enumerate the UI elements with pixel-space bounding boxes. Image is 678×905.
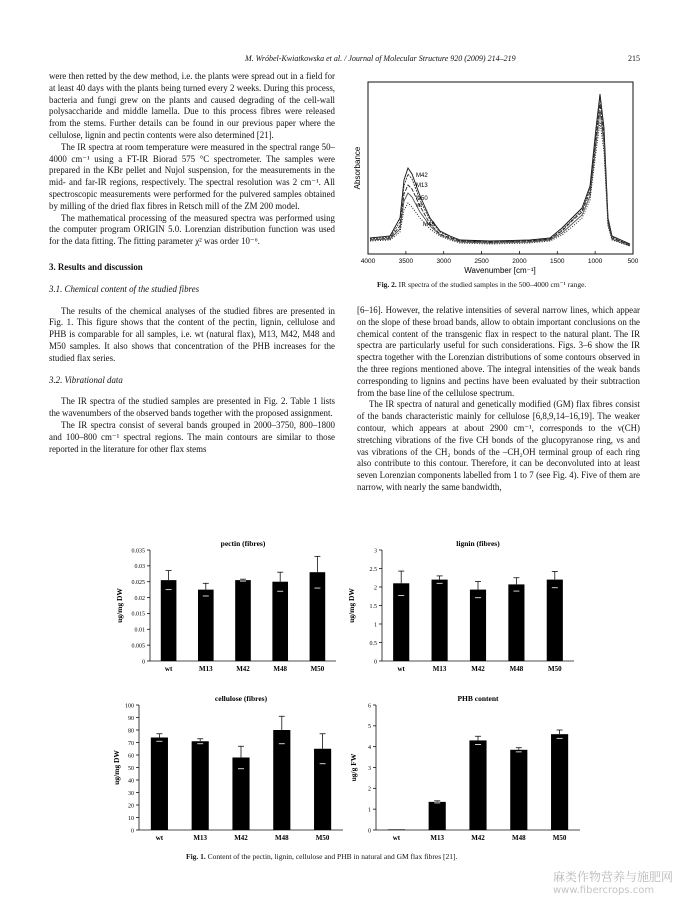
lignin-category-label: M50 bbox=[547, 665, 562, 673]
lignin-y-tick-label: 1 bbox=[374, 622, 377, 629]
phb-y-axis-label: ug/g FW bbox=[349, 753, 358, 782]
ir-legend-m42: M42 bbox=[416, 173, 428, 179]
fig2-caption-text: IR spectra of the studied samples in the 500–4000 cm⁻¹ range. bbox=[398, 280, 587, 289]
ir-x-tick-label: 500 bbox=[627, 258, 639, 265]
phb-y-tick-label: 2 bbox=[368, 786, 371, 793]
paragraph-chemical-content: The results of the chemical analyses of the studied fibres are presented in Fig. 1. This figure shows that the content of the pectin, lignin, cellulose and PHB is comparable for all samples, i.e. wt (natural flax), M13, M42, M48 and M50 samples. It also shows that concentration of the PHB increases for the studied flax series. bbox=[49, 305, 335, 363]
ir-legend-m13: M13 bbox=[416, 183, 428, 189]
cellulose-y-tick-label: 70 bbox=[128, 740, 134, 747]
ir-x-tick-label: 2000 bbox=[512, 258, 527, 265]
pectin-bar bbox=[310, 572, 326, 661]
cellulose-category-label: M50 bbox=[315, 834, 330, 842]
ir-legend-m48: M48 bbox=[423, 222, 435, 228]
running-header bbox=[0, 54, 678, 68]
phb-y-tick-label: 5 bbox=[368, 724, 371, 731]
cellulose-y-tick-label: 90 bbox=[128, 715, 134, 722]
paragraph-gm-flax: The IR spectra of natural and genetically modified (GM) flax fibres consist of the bands characteristic mainly for cellulose [6,8,9,14–16,19]. The weaker contour, which appears at about 2900 cm⁻¹, corresponds to the ν(CH) stretching vibrations of the five CH bonds of the glucopyranose ring, νs and νas vibrations of the CH₂ bonds of the –CH₂OH terminal group of each ring also contribute to this contour. Therefore, it can be deconvoluted into at least seven Lorenzian components labelled from 1 to 7 (see Fig. 4). Five of them are narrow, with nearly the same bandwidth, bbox=[357, 399, 640, 492]
cellulose-category-label: M13 bbox=[193, 834, 208, 842]
ir-y-axis-label: Absorbance bbox=[353, 146, 362, 190]
lignin-bar bbox=[393, 583, 409, 661]
pectin-bar bbox=[272, 582, 288, 661]
watermark-title: 麻类作物营养与施肥网 bbox=[553, 870, 674, 884]
ir-x-tick-label: 4000 bbox=[360, 258, 376, 265]
cellulose-category-label: M42 bbox=[234, 834, 248, 842]
lignin-y-axis-label: ug/mg DW bbox=[347, 588, 356, 623]
pectin-y-tick-label: 0.01 bbox=[134, 627, 145, 634]
lignin-y-tick-label: 1.5 bbox=[369, 603, 377, 610]
phb-category-label: M50 bbox=[552, 834, 567, 842]
phb-bar bbox=[388, 829, 405, 830]
pectin-bar-chart bbox=[112, 538, 342, 683]
paragraph-vibrational-1: The IR spectra of the studied samples are presented in Fig. 2. Table 1 lists the wavenumbers of the observed bands together with the proposed assignment. bbox=[49, 396, 335, 419]
section-heading-results: 3. Results and discussion bbox=[49, 261, 143, 272]
cellulose-bar-chart bbox=[109, 693, 347, 848]
ir-curve-m42 bbox=[370, 94, 630, 244]
pectin-y-axis-label: ug/mg DW bbox=[115, 588, 124, 623]
pectin-category-label: M48 bbox=[273, 665, 288, 673]
cellulose-bar bbox=[314, 749, 331, 830]
paragraph-vibrational-2: The IR spectra consist of several bands grouped in 2000–3750, 800–1800 and 100–800 cm⁻¹ spectral regions. The main contours are similar to those reported in the literature for other flax stems bbox=[49, 419, 335, 454]
phb-y-tick-label: 3 bbox=[368, 765, 371, 772]
right-text-column bbox=[357, 305, 640, 494]
pectin-chart-title: pectin (fibres) bbox=[220, 539, 266, 548]
page-number: 215 bbox=[628, 54, 640, 63]
pectin-category-label: wt bbox=[164, 665, 173, 673]
cellulose-bar bbox=[151, 738, 168, 831]
pectin-y-tick-label: 0.03 bbox=[134, 564, 145, 571]
lignin-bar bbox=[470, 590, 486, 661]
cellulose-y-tick-label: 100 bbox=[125, 703, 134, 710]
cellulose-y-tick-label: 30 bbox=[128, 790, 134, 797]
phb-bar bbox=[469, 740, 486, 830]
ir-x-axis-label: Wavenumber [cm⁻¹] bbox=[464, 266, 536, 275]
ir-x-tick-label: 1000 bbox=[587, 258, 603, 265]
lignin-bar bbox=[432, 580, 448, 661]
ir-x-tick-label: 3000 bbox=[436, 258, 451, 265]
lignin-category-label: M13 bbox=[432, 665, 447, 673]
ir-legend-wt: wt bbox=[416, 203, 422, 209]
pectin-bar bbox=[198, 590, 214, 661]
phb-category-label: M48 bbox=[511, 834, 526, 842]
pectin-y-tick-label: 0.015 bbox=[131, 611, 145, 618]
phb-y-tick-label: 0 bbox=[368, 828, 371, 835]
cellulose-bar bbox=[273, 730, 290, 830]
phb-category-label: wt bbox=[392, 834, 401, 842]
subsection-heading-vibrational: 3.2. Vibrational data bbox=[49, 374, 123, 385]
fig1-caption bbox=[186, 852, 457, 861]
ir-spectra-figure bbox=[350, 68, 650, 286]
pectin-y-tick-label: 0.02 bbox=[134, 595, 145, 602]
phb-bar bbox=[429, 802, 446, 830]
lignin-y-tick-label: 3 bbox=[374, 548, 377, 555]
cellulose-y-tick-label: 20 bbox=[128, 803, 134, 810]
lignin-chart-title: lignin (fibres) bbox=[456, 539, 500, 548]
cellulose-y-tick-label: 40 bbox=[128, 778, 134, 785]
pectin-y-tick-label: 0 bbox=[142, 659, 145, 666]
lignin-category-label: wt bbox=[397, 665, 405, 673]
paragraph-relative-intensities: [6–16]. However, the relative intensities of several narrow lines, which appear on the slope of these broad bands, allow to obtain important conclusions on the chemical content of the transgenic flax in respect to the natural plant. The IR spectra are particularly useful for such considerations. Figs. 3–6 show the IR spectra together with the Lorenzian distributions of some contours observed in the three regions mentioned above. The integral intensities of the weak bands corresponding to lignins and pectins have been evaluated by their subtraction from the base line of the cellulose spectrum. bbox=[357, 305, 640, 398]
cellulose-y-tick-label: 50 bbox=[128, 765, 134, 772]
fig2-caption bbox=[377, 280, 586, 289]
lignin-y-tick-label: 2 bbox=[374, 585, 377, 592]
lignin-bar-chart bbox=[344, 538, 580, 683]
phb-y-tick-label: 4 bbox=[368, 744, 371, 751]
ir-curve-m13 bbox=[370, 98, 630, 245]
phb-bar-chart bbox=[346, 693, 584, 848]
ir-x-tick-label: 1500 bbox=[550, 258, 565, 265]
ir-x-ticks bbox=[361, 251, 639, 265]
fig1-caption-text: Content of the pectin, lignin, cellulose and PHB in natural and GM flax fibres [21]. bbox=[207, 852, 458, 861]
cellulose-chart-title: cellulose (fibres) bbox=[214, 694, 268, 703]
lignin-y-tick-label: 2.5 bbox=[369, 566, 377, 573]
phb-bar bbox=[551, 734, 568, 830]
cellulose-bar bbox=[192, 741, 209, 830]
watermark-url: www.fibercrops.com bbox=[553, 885, 655, 896]
phb-category-label: M13 bbox=[430, 834, 445, 842]
pectin-category-label: M50 bbox=[310, 665, 325, 673]
paragraph-processing: The mathematical processing of the measured spectra was performed using the computer program ORIGIN 5.0. Lorenzian distribution function was used for the data fitting. The fitting parameter χ² was order 10⁻⁶. bbox=[49, 212, 335, 247]
lignin-y-tick-label: 0 bbox=[374, 659, 377, 666]
pectin-bar bbox=[161, 580, 177, 661]
left-text-column bbox=[49, 71, 335, 455]
cellulose-category-label: M48 bbox=[274, 834, 289, 842]
cellulose-y-tick-label: 80 bbox=[128, 728, 134, 735]
fig2-caption-label: Fig. 2. bbox=[377, 280, 397, 289]
cellulose-y-axis-label: ug/mg DW bbox=[112, 750, 121, 785]
pectin-bar bbox=[235, 580, 251, 661]
cellulose-y-tick-label: 10 bbox=[128, 815, 134, 822]
pectin-y-tick-label: 0.035 bbox=[131, 548, 145, 555]
cellulose-y-tick-label: 60 bbox=[128, 753, 134, 760]
paragraph-retting: were then retted by the dew method, i.e. the plants were spread out in a field for at least 40 days with the plants being turned every 2 weeks. During this process, bacteria and fungi grew on the plants and caused degrading of the cell-wall polysaccharide and middle lamella. Due to this process fibres were released from the stems. Further details can be found in our previous paper where the cellulose, lignin and pectin contents were also determined [21]. bbox=[49, 71, 335, 140]
lignin-y-tick-label: 0.5 bbox=[369, 640, 377, 647]
lignin-category-label: M48 bbox=[509, 665, 524, 673]
subsection-heading-chemical: 3.1. Chemical content of the studied fibres bbox=[49, 283, 200, 294]
lignin-category-label: M42 bbox=[471, 665, 485, 673]
cellulose-y-tick-label: 0 bbox=[131, 828, 134, 835]
pectin-category-label: M42 bbox=[236, 665, 250, 673]
journal-citation: M. Wróbel-Kwiatkowska et al. / Journal of Molecular Structure 920 (2009) 214–219 bbox=[245, 54, 516, 63]
lignin-bar bbox=[508, 584, 524, 661]
phb-bar bbox=[510, 750, 527, 830]
phb-y-tick-label: 6 bbox=[368, 703, 371, 710]
pectin-y-tick-label: 0.025 bbox=[131, 580, 145, 587]
phb-chart-title: PHB content bbox=[457, 694, 499, 703]
fig1-caption-label: Fig. 1. bbox=[186, 852, 206, 861]
lignin-bar bbox=[547, 580, 563, 661]
ir-x-tick-label: 3500 bbox=[398, 258, 414, 265]
paragraph-ir-method: The IR spectra at room temperature were measured in the spectral range 50–4000 cm⁻¹ using a FT-IR Biorad 575 °C spectrometer. The samples were prepared in the KBr pellet and Nujol suspension, for the measurements in the mid- and far-IR regions, respectively. The spectral resolution was 2 cm⁻¹. All spectroscopic measurements were performed for the pulvered samples obtained by milling of the dried flax fibres in Retsch mill of the ZM 200 model. bbox=[49, 141, 335, 211]
phb-y-tick-label: 1 bbox=[368, 807, 371, 814]
watermark bbox=[553, 870, 673, 898]
phb-category-label: M42 bbox=[471, 834, 485, 842]
ir-x-tick-label: 2500 bbox=[474, 258, 489, 265]
pectin-y-tick-label: 0.005 bbox=[131, 643, 145, 650]
cellulose-category-label: wt bbox=[155, 834, 164, 842]
pectin-category-label: M13 bbox=[198, 665, 213, 673]
ir-legend-m50: M50 bbox=[416, 196, 428, 202]
